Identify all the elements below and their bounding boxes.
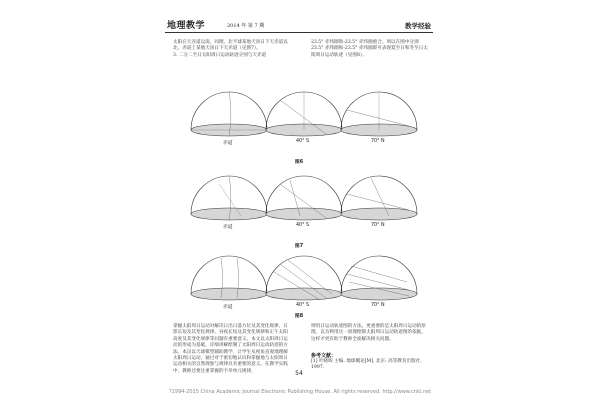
figure-8-label-3: 70° N: [371, 303, 385, 308]
figure-7-label-1: 赤道: [223, 225, 233, 230]
dome-40s-7: [266, 176, 342, 220]
page-number: 54: [295, 370, 303, 377]
page-header: [165, 18, 433, 33]
figure-7: [165, 168, 433, 238]
dome-70n-8: [341, 256, 417, 300]
journal-page: [165, 18, 433, 380]
bottom-left-text: 掌握太阳周日运动对解决日出日落方位及其变化规律、日影长短及其变化规律、昼夜长短及其变化规律和正午太阳高度及其变化规律等问题有重要意义。本文以太阳周日运动的形成为基础，详细讲解绘制了太阳周日运动轨迹的方法。本汉以天球模型辅助教学，让学生从视角直观地理解太阳周日运动，通过对于密切地认识和掌握地与太阳周日运动相关的自然现象与规律具有重要的意义。在教学实践中，教师还要注重掌握的卡举单元规律，: [173, 324, 288, 374]
issue-label: 2014 年 第 7 期: [227, 23, 265, 29]
dome-equator-8: [191, 256, 267, 300]
figure-8-caption: 图8: [294, 314, 304, 319]
figure-7-label-2: 40° S: [296, 223, 310, 228]
dome-40s-8: [266, 256, 342, 300]
dome-equator-7: [191, 176, 267, 220]
references-title: 参考文献：: [311, 353, 337, 359]
dome-70n: [341, 92, 417, 136]
figure-6-label-1: 赤道: [223, 141, 233, 146]
references-list: [1] 叶晓晖 主编. 地球概论[M]. 北京: 高等教育出版社, 1997.: [311, 359, 422, 371]
bottom-right-text: 则用日运动轨迹图的方法，更重要的是太阳周日运动的原理。以为利用这一原理绘制太阳周日运动轨迹图的依据，这样才更有助于教师全面解决相关问题。: [311, 324, 426, 342]
figure-7-caption: 图7: [294, 244, 304, 249]
top-left-text: 太阳在天赤道以南，同理，北半球某地天顶日下天赤道以北，赤道上某地天顶日下天赤道（见图7）。 3. 二分二至日太阳周日运动轨迹分别与天赤道: [173, 40, 288, 58]
figure-6: [165, 84, 433, 154]
dome-equator: [191, 92, 267, 136]
dome-70n-7: [341, 176, 417, 220]
dome-40s: [266, 92, 342, 136]
figure-6-label-3: 70° N: [371, 139, 385, 144]
copyright-footer: ?1994-2015 China Academic Journal Electronic Publishing House. All rights reserved. http://www.cnki.net: [168, 389, 432, 395]
figure-8-label-2: 40° S: [296, 303, 310, 308]
figure-8: [165, 248, 433, 318]
figure-8-label-1: 赤道: [223, 305, 233, 310]
figure-6-label-2: 40° S: [296, 139, 310, 144]
journal-title: 地理教学: [167, 21, 206, 31]
top-right-text: 23.5° 赤纬圈和-23.5° 赤纬圈重合。周以在图中分别 23.5° 赤纬圈和-23.5° 赤纬圈即可表现夏至日和冬至日太阳周日运动轨迹（见图8）。: [311, 40, 428, 58]
figure-6-caption: 图6: [294, 160, 304, 165]
section-label: 教学经验: [405, 22, 431, 30]
figure-7-label-3: 70° N: [371, 223, 385, 228]
